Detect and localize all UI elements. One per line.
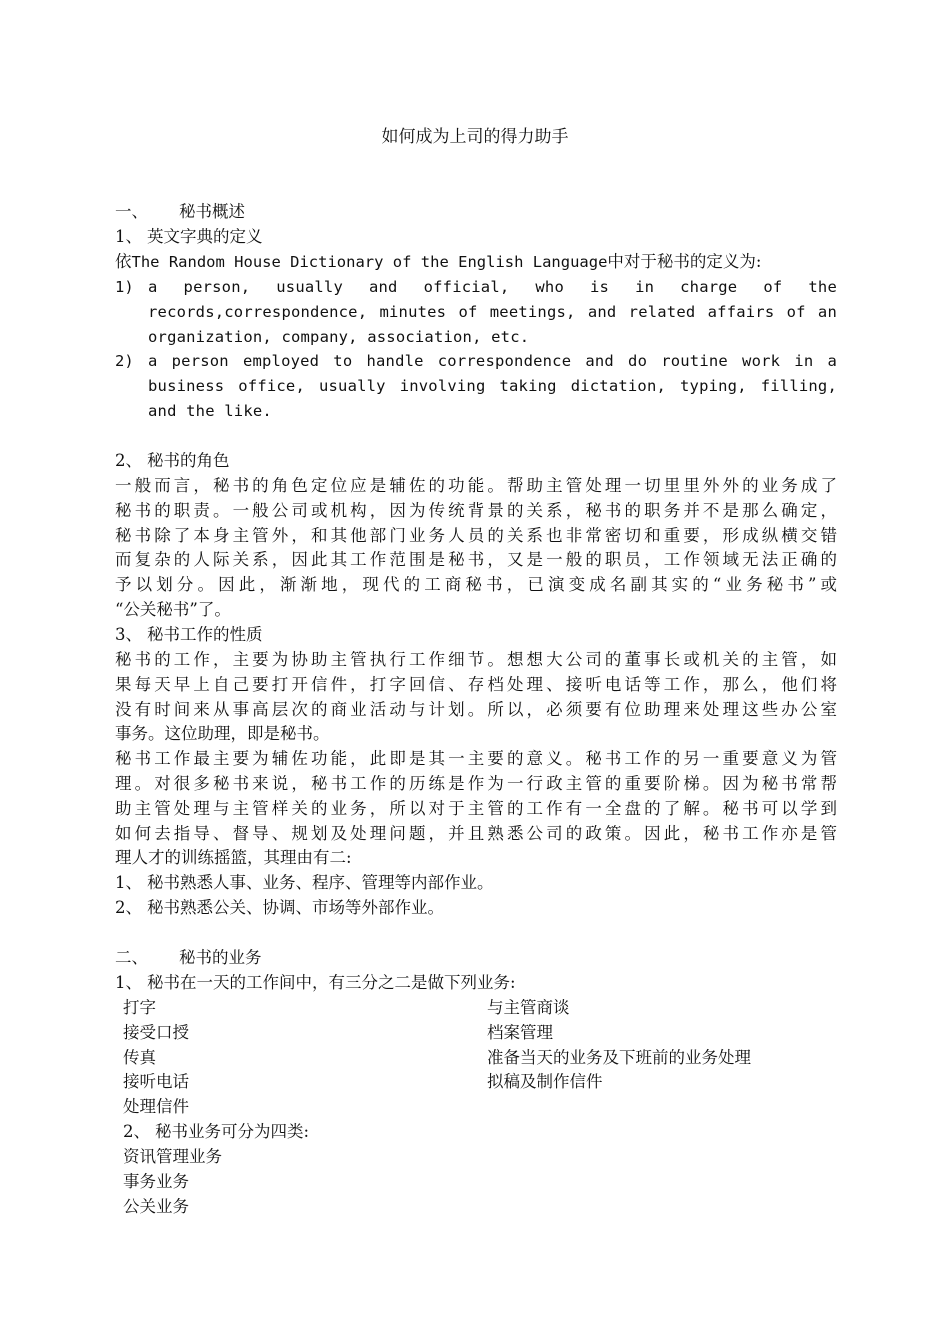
role-paragraph	[115, 474, 837, 623]
paragraph-line: 助主管处理与主管样关的业务，所以对于主管的工作有一全盘的了解。秘书可以学到	[115, 798, 837, 818]
list-item	[115, 349, 837, 423]
duty-item: 打字	[123, 998, 156, 1017]
paragraph-line: “公关秘书”了。	[115, 599, 231, 619]
list-number: 1、	[115, 873, 142, 893]
subsection-number: 3、	[115, 625, 142, 644]
paragraph-line: 理。对很多秘书来说，秘书工作的历练是作为一行政主管的重要阶梯。因为秘书常帮	[115, 773, 837, 793]
intro-prefix: 依	[115, 252, 132, 271]
duty-item: 准备当天的业务及下班前的业务处理	[487, 1047, 751, 1067]
duty-item: 拟稿及制作信件	[487, 1072, 603, 1092]
list-text: 秘书熟悉人事、业务、程序、管理等内部作业。	[147, 873, 494, 893]
list-number: 1)	[115, 278, 134, 296]
intro-suffix: 中对于秘书的定义为:	[607, 252, 762, 271]
paragraph-line: 果每天早上自己要打开信件，打字回信、存档处理、接听电话等工作，那么，他们将	[115, 674, 837, 694]
section-number: 二、	[115, 948, 148, 967]
paragraph-line: 如何去指导、督导、规划及处理问题，并且熟悉公司的政策。因此，秘书工作亦是管	[115, 823, 837, 843]
section-2-heading	[115, 946, 837, 971]
duty-item: 传真	[123, 1047, 156, 1067]
duty-item: 接受口授	[123, 1022, 189, 1042]
page-title: 如何成为上司的得力助手	[381, 127, 569, 147]
paragraph-line: 理人才的训练摇篮，其理由有二:	[115, 848, 352, 868]
subsection-2-2-heading	[115, 1120, 845, 1145]
definition-list	[115, 275, 837, 424]
subsection-number: 1、	[115, 227, 142, 246]
subsection-title: 秘书在一天的工作间中，有三分之二是做下列业务:	[147, 973, 516, 992]
subsection-number: 2、	[115, 451, 142, 470]
subsection-number: 2、	[123, 1122, 150, 1141]
duties-left-column	[115, 996, 487, 1120]
paragraph-line: 而复杂的人际关系，因此其工作范围是秘书，又是一般的职员，工作领域无法正确的	[115, 550, 837, 570]
duty-item: 与主管商谈	[487, 998, 570, 1017]
section-title: 秘书概述	[179, 202, 245, 221]
dictionary-intro	[115, 250, 837, 275]
list-item	[115, 871, 837, 896]
nature-paragraph	[115, 648, 837, 921]
subsection-number: 1、	[115, 973, 142, 992]
subsection-2-1-heading	[115, 971, 837, 996]
subsection-title: 英文字典的定义	[147, 227, 263, 246]
subsection-1-3-heading	[115, 623, 837, 648]
subsection-title: 秘书工作的性质	[147, 625, 263, 644]
paragraph-line: 没有时间来从事高层次的商业活动与计划。所以，必须要有位助理来处理这些办公室	[115, 699, 837, 719]
category-item: 资讯管理业务	[123, 1147, 222, 1166]
paragraph-line: 秘书除了本身主管外，和其他部门业务人员的关系也非常密切和重要，形成纵横交错	[115, 525, 837, 545]
paragraph-line: 一般而言，秘书的角色定位应是辅佐的功能。帮助主管处理一切里里外外的业务成了	[115, 476, 837, 495]
subsection-1-2-heading	[115, 449, 837, 474]
category-item: 事务业务	[123, 1171, 189, 1191]
list-number: 2、	[115, 897, 142, 917]
duty-item: 档案管理	[487, 1022, 553, 1042]
duty-item: 处理信件	[123, 1097, 189, 1117]
dictionary-source: The Random House Dictionary of the English Language	[131, 253, 608, 271]
categories-list	[115, 1145, 845, 1219]
category-item: 公关业务	[123, 1196, 189, 1216]
duties-right-column	[487, 996, 837, 1120]
duty-item: 接听电话	[123, 1072, 189, 1092]
section-1-heading	[115, 200, 837, 225]
subsection-title: 秘书的角色	[147, 451, 230, 470]
section-number: 一、	[115, 202, 148, 221]
list-text: a person employed to handle correspondence and do routine work in a business office, usually involving taking dictation, typing, filling, and the like.	[148, 352, 837, 420]
list-text: a person, usually and official, who is in charge of the records,correspondence, minutes of meetings, and related affairs of an organization, company, association, etc.	[148, 278, 837, 346]
section-title: 秘书的业务	[179, 948, 262, 967]
list-item	[115, 275, 837, 349]
list-text: 秘书熟悉公关、协调、市场等外部作业。	[147, 897, 444, 917]
paragraph-line: 予以划分。因此，渐渐地，现代的工商秘书，已演变成名副其实的“业务秘书”或	[115, 575, 837, 595]
list-number: 2)	[115, 352, 134, 371]
subsection-title: 秘书业务可分为四类:	[155, 1122, 310, 1141]
paragraph-line: 秘书工作最主要为辅佐功能，此即是其一主要的意义。秘书工作的另一重要意义为管	[115, 749, 837, 769]
paragraph-line: 事务。这位助理，即是秘书。	[115, 724, 330, 744]
duties-columns	[115, 996, 837, 1120]
list-item	[115, 896, 837, 921]
paragraph-line: 秘书的工作，主要为协助主管执行工作细节。想想大公司的董事长或机关的主管，如	[115, 650, 837, 669]
paragraph-line: 秘书的职责。一般公司或机构，因为传统背景的关系，秘书的职务并不是那么确定，	[115, 500, 837, 520]
subsection-1-1-heading	[115, 225, 837, 250]
